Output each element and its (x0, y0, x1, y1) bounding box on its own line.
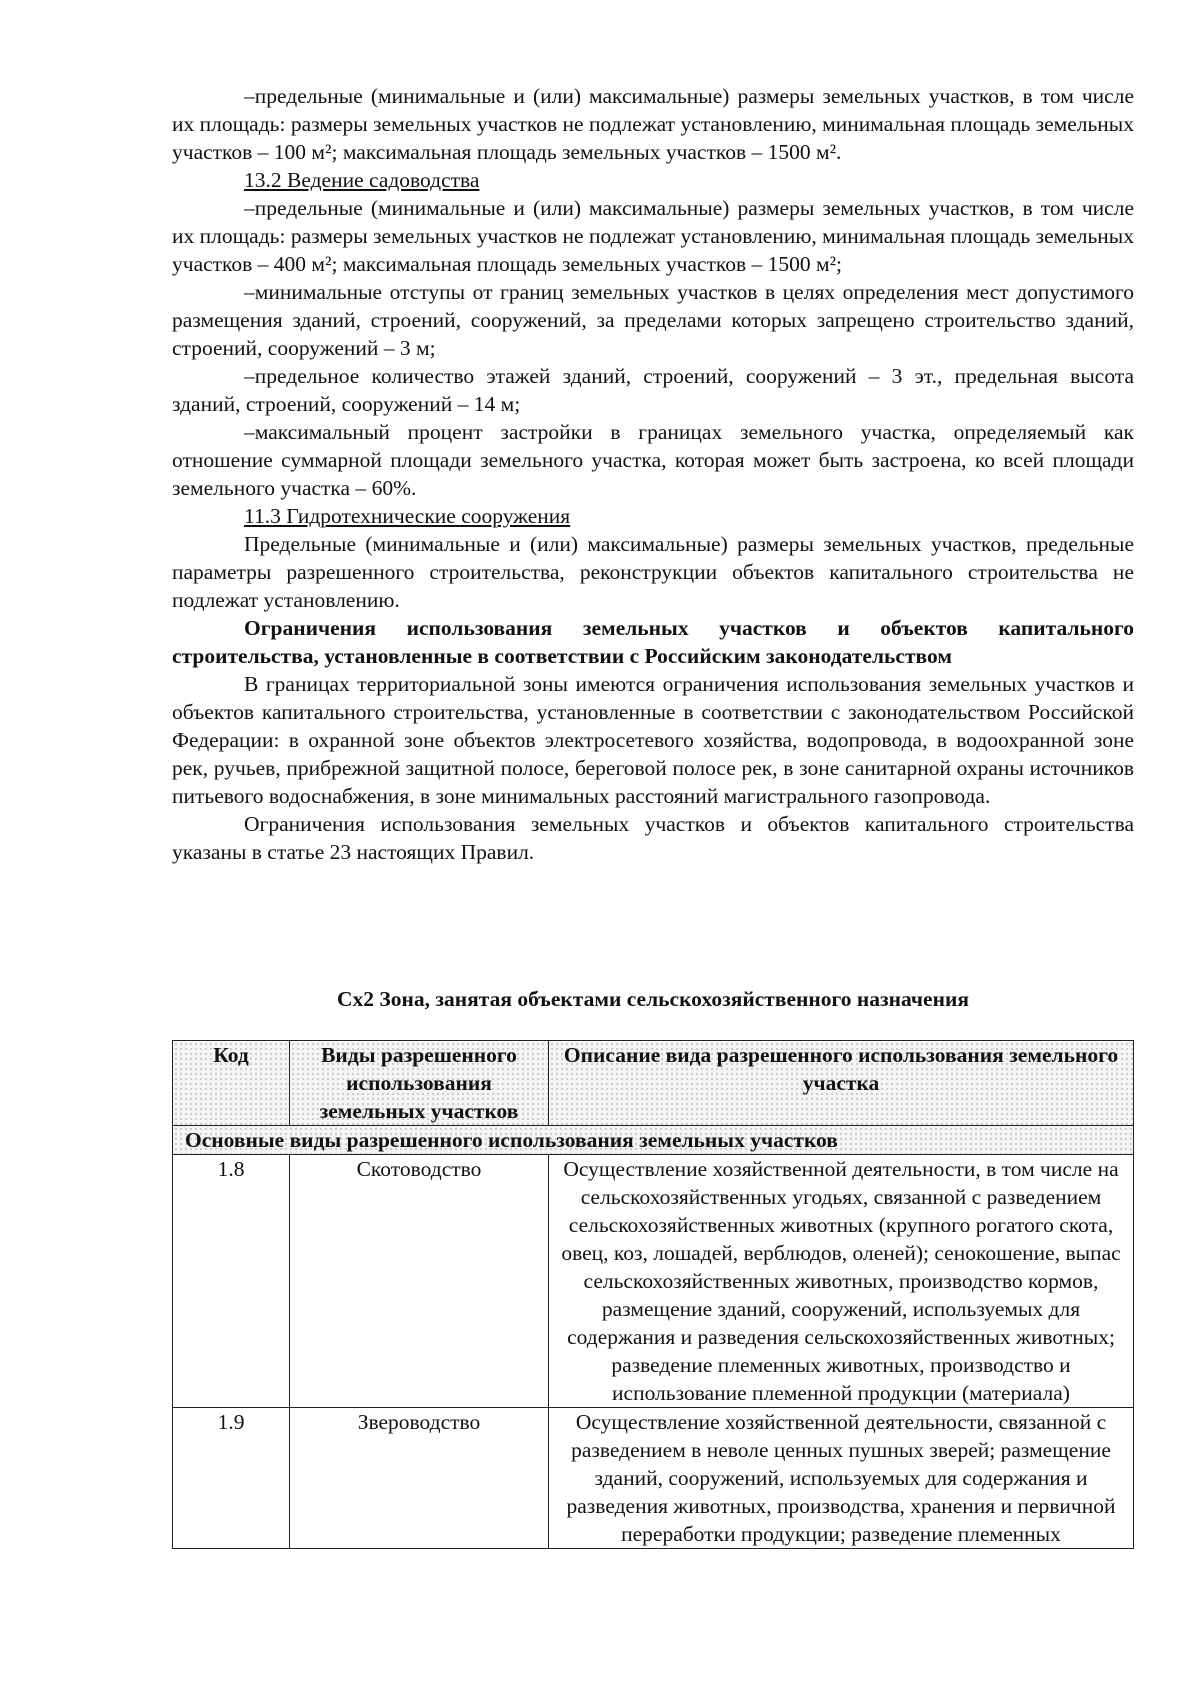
restrictions-heading: Ограничения использования земельных участков и объектов капитального строительства, установленные в соответствии с Российским законодательством (172, 616, 1134, 668)
row-code: 1.9 (173, 1408, 290, 1549)
header-code: Код (173, 1041, 290, 1126)
table-header-row (173, 1041, 1134, 1126)
paragraph: –максимальный процент застройки в границах земельного участка, определяемый как отношение суммарной площади земельного участка, которая может быть застроена, ко всей площади земельного участка – 60%. (172, 420, 1134, 500)
section-title: Основные виды разрешенного использования земельных участков (173, 1126, 1134, 1155)
table-section-row (173, 1126, 1134, 1155)
paragraph: –предельные (минимальные и (или) максимальные) размеры земельных участков, в том числе их площадь: размеры земельных участков не подлежат установлению, минимальная площадь земельных участков – 400 м²; максимальная площадь земельных участков – 1500 м²; (172, 196, 1134, 276)
subsection-heading: 11.3 Гидротехнические сооружения (244, 504, 571, 528)
subsection-heading: 13.2 Ведение садоводства (244, 168, 480, 192)
paragraph: –предельное количество этажей зданий, строений, сооружений – 3 эт., предельная высота зданий, строений, сооружений – 14 м; (172, 364, 1134, 416)
paragraph: –предельные (минимальные и (или) максимальные) размеры земельных участков, в том числе их площадь: размеры земельных участков не подлежат установлению, минимальная площадь земельных участков – 100 м²; максимальная площадь земельных участков – 1500 м². (172, 84, 1134, 164)
zone-title: Сх2 Зона, занятая объектами сельскохозяйственного назначения (336, 987, 970, 1011)
permitted-use-table (172, 1040, 1134, 1549)
paragraph: В границах территориальной зоны имеются ограничения использования земельных участков и объектов капитального строительства, установленные в соответствии с законодательством Российской Федерации: в охранной зоне объектов электросетевого хозяйства, водопровода, в водоохранной зоне рек, ручьев, прибрежной защитной полосе, береговой полосе рек, в зоне санитарной охраны источников питьевого водоснабжения, в зоне минимальных расстояний магистрального газопровода. (172, 672, 1134, 808)
document-body (172, 82, 1134, 866)
row-description: Осуществление хозяйственной деятельности, в том числе на сельскохозяйственных угодьях, связанной с разведением сельскохозяйственных животных (крупного рогатого скота, овец, коз, лошадей, верблюдов, оленей); сенокошение, выпас сельскохозяйственных животных, производство кормов, размещение зданий, сооружений, используемых для содержания и разведения сельскохозяйственных животных; разведение племенных животных, производство и использование племенной продукции (материала) (549, 1155, 1134, 1408)
table-row (173, 1408, 1134, 1549)
paragraph: Ограничения использования земельных участков и объектов капитального строительства указаны в статье 23 настоящих Правил. (172, 812, 1134, 864)
paragraph: –минимальные отступы от границ земельных участков в целях определения мест допустимого размещения зданий, строений, сооружений, за пределами которых запрещено строительство зданий, строений, сооружений – 3 м; (172, 280, 1134, 360)
row-code: 1.8 (173, 1155, 290, 1408)
row-kind: Скотоводство (290, 1155, 549, 1408)
paragraph: Предельные (минимальные и (или) максимальные) размеры земельных участков, предельные параметры разрешенного строительства, реконструкции объектов капитального строительства не подлежат установлению. (172, 532, 1134, 612)
table-row (173, 1155, 1134, 1408)
row-description: Осуществление хозяйственной деятельности, связанной с разведением в неволе ценных пушных зверей; размещение зданий, сооружений, используемых для содержания и разведения животных, производства, хранения и первичной переработки продукции; разведение племенных (549, 1408, 1134, 1549)
row-kind: Звероводство (290, 1408, 549, 1549)
header-kind: Виды разрешенного использования земельных участков (290, 1041, 549, 1126)
header-description: Описание вида разрешенного использования земельного участка (549, 1041, 1134, 1126)
